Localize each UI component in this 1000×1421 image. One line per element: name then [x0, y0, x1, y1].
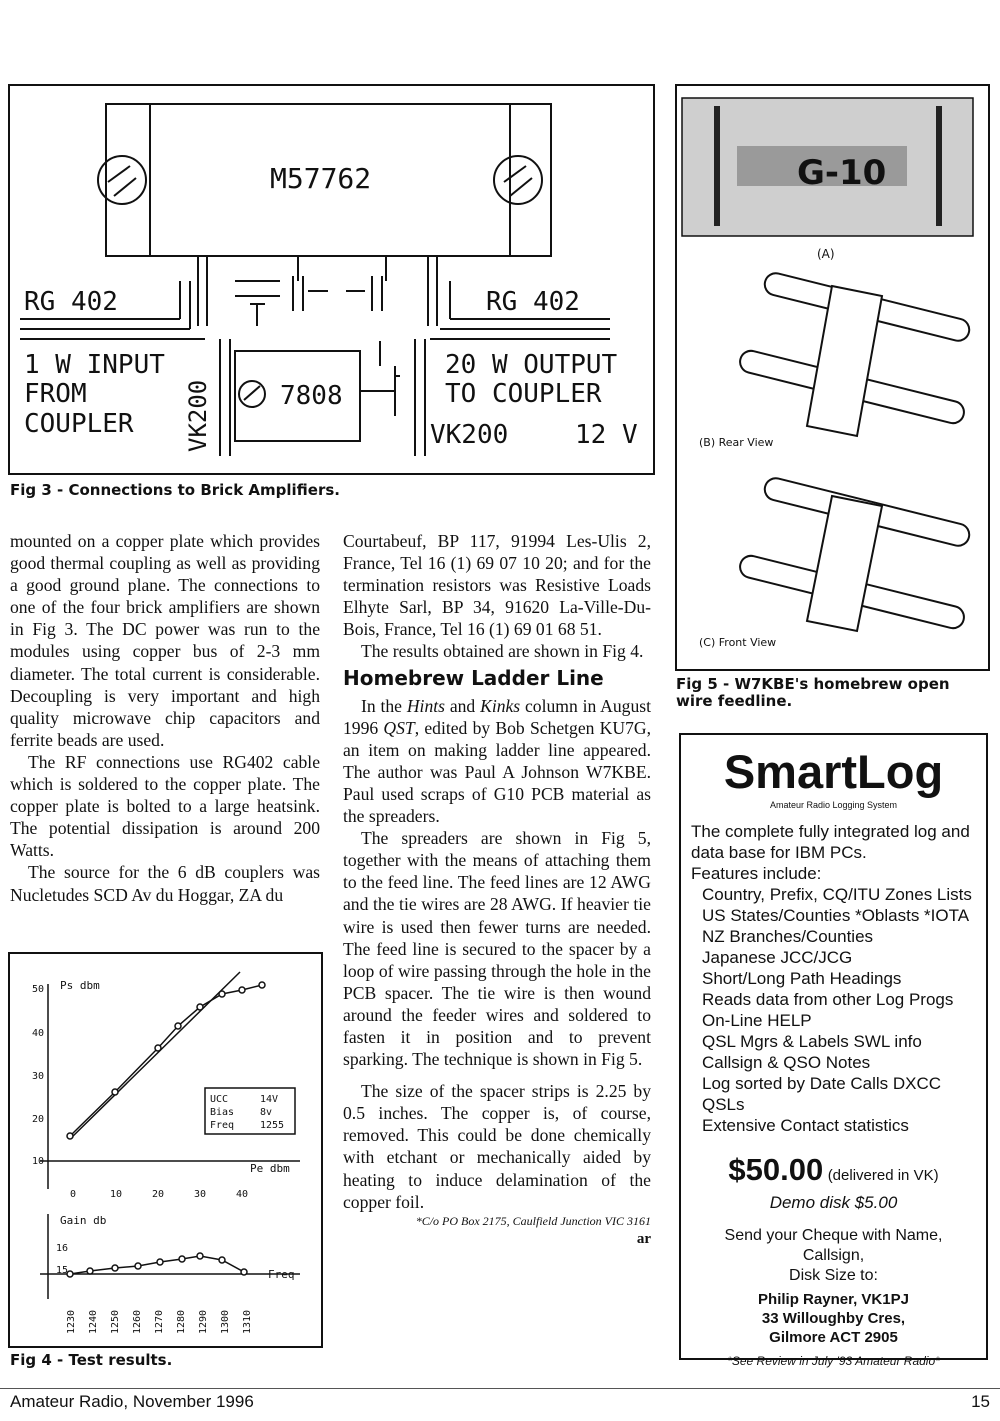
- fig3-voltage: 12 V: [575, 420, 638, 450]
- page-number: 15: [971, 1392, 990, 1411]
- ad-review-note: *See Review in July '93 Amateur Radio*: [727, 1354, 940, 1368]
- fig4-legend-freq: Freq: [210, 1120, 235, 1131]
- col2-paragraph-2: The results obtained are shown in Fig 4.: [361, 641, 644, 662]
- ad-title: SmartLog: [723, 745, 944, 798]
- fig4-gain-tick-16: 16: [56, 1243, 69, 1254]
- fig3-frame: [8, 84, 655, 475]
- fig4-freq-tick: 1250: [110, 1309, 121, 1334]
- fig5-frame: [675, 84, 990, 671]
- fig4-xtick-10: 10: [110, 1189, 123, 1200]
- fig3-input-2: FROM: [24, 379, 87, 409]
- fig5-label-c: (C) Front View: [699, 636, 777, 649]
- fig4-xtick-20: 20: [152, 1189, 165, 1200]
- ad-feature: Reads data from other Log Progs: [702, 990, 954, 1009]
- fig5-caption: Fig 5 - W7KBE's homebrew open wire feedline.: [676, 675, 950, 710]
- fig5-label-b: (B) Rear View: [699, 436, 774, 449]
- ad-feature: QSLs: [702, 1095, 745, 1114]
- fig4-caption: Fig 4 - Test results.: [10, 1351, 173, 1369]
- fig4-bottom-ylabel: Gain db: [60, 1214, 107, 1227]
- fig4-xtick-30: 30: [194, 1189, 207, 1200]
- fig4-legend-ucc: UCC: [210, 1094, 229, 1105]
- ad-send-2: Callsign,: [802, 1247, 865, 1264]
- fig4-xtick-40: 40: [236, 1189, 249, 1200]
- fig4-ytick-20: 20: [32, 1114, 45, 1125]
- ad-subtitle: Amateur Radio Logging System: [769, 800, 898, 810]
- col1-paragraph-2: The RF connections use RG402 cable which is soldered to the copper plate. The copper plate is bolted to a large heatsink. The potential dissipation is around 200 Watts.: [10, 751, 320, 861]
- ad-price-note: (delivered in VK): [827, 1167, 939, 1184]
- column-1: [10, 530, 320, 906]
- fig3-rg-right: RG 402: [486, 287, 580, 317]
- col2-paragraph-5: The size of the spacer strips is 2.25 by 0.5 inches. The copper is, of course, removed. This could be done chemically with etchant or mechanically aided by heating to induce delamination of the copper foil.: [343, 1081, 651, 1212]
- ad-send-1: Send your Cheque with Name,: [724, 1227, 943, 1244]
- ad-feature: QSL Mgrs & Labels SWL info: [702, 1032, 922, 1051]
- fig4-freq-tick: 1280: [176, 1309, 187, 1334]
- ad-feature: Log sorted by Date Calls DXCC: [702, 1074, 942, 1093]
- ad-features-label: Features include:: [691, 864, 822, 883]
- ad-feature: Callsign & QSO Notes: [702, 1053, 871, 1072]
- fig4-legend-freq-val: 1255: [260, 1120, 285, 1131]
- fig4-freq-tick: 1310: [242, 1309, 253, 1334]
- fig4-bottom-xlabel: Freq: [268, 1268, 295, 1281]
- fig4-freq-tick: 1270: [154, 1309, 165, 1334]
- fig4-freq-tick: 1240: [88, 1309, 99, 1334]
- author-address: *C/o PO Box 2175, Caulfield Junction VIC 3161: [415, 1213, 651, 1228]
- fig4-ytick-10: 10: [32, 1156, 45, 1167]
- col2-paragraph-4: The spreaders are shown in Fig 5, together with the means of attaching them to the feed line. The feed lines are 12 AWG and the tie wires are 28 AWG. If heavier tie wire is used then fewer turns are needed. The feed line is secured to the spacer by a loop of wire passing through the hole in the PCB spacer. The tie wire is then wound around the feeder wires and soldered to fasten it in position and to prevent sparking. The technique is shown in Fig 5.: [343, 828, 651, 1070]
- fig4-top-ylabel: Ps dbm: [60, 979, 100, 992]
- ad-demo: Demo disk $5.00: [769, 1193, 898, 1212]
- fig4-frame: [8, 952, 323, 1348]
- ad-intro: The complete fully integrated log and data base for IBM PCs.: [691, 822, 970, 862]
- ad-price: $50.00: [728, 1152, 824, 1187]
- ad-feature: Extensive Contact statistics: [702, 1116, 909, 1135]
- fig3-rg-left: RG 402: [24, 287, 118, 317]
- fig5-drawings: [677, 86, 988, 669]
- fig4-freq-tick: 1300: [220, 1309, 231, 1334]
- section-heading: Homebrew Ladder Line: [343, 665, 604, 690]
- fig3-output-2: TO COUPLER: [445, 379, 602, 409]
- fig3-regulator: 7808: [280, 381, 343, 411]
- ad-feature: Short/Long Path Headings: [702, 969, 902, 988]
- ad-feature: On-Line HELP: [702, 1011, 812, 1030]
- footer-rule: [0, 1388, 1000, 1389]
- fig4-gain-tick-15: 15: [56, 1265, 69, 1276]
- col1-paragraph-3: The source for the 6 dB couplers was Nucletudes SCD Av du Hoggar, ZA du: [10, 862, 320, 905]
- fig4-legend-bias-val: 8v: [260, 1107, 273, 1118]
- fig4-xtick-0: 0: [70, 1189, 77, 1200]
- fig4-legend-bias: Bias: [210, 1107, 235, 1118]
- fig4-freq-tick: 1230: [66, 1309, 77, 1334]
- fig4-freq-tick: 1290: [198, 1309, 209, 1334]
- fig4-ytick-30: 30: [32, 1071, 45, 1082]
- col2-paragraph-1: Courtabeuf, BP 117, 91994 Les-Ulis 2, France, Tel 16 (1) 69 07 10 20; and for the termination resistors was Resistive Loads Elhyte Sarl, BP 34, 91620 La-Ville-Du-Bois, France, Tel 16 (1) 69 01 68 51.: [343, 531, 651, 640]
- fig4-freq-tick: 1260: [132, 1309, 143, 1334]
- fig3-input-1: 1 W INPUT: [24, 350, 165, 380]
- ad-feature: Country, Prefix, CQ/ITU Zones Lists: [702, 885, 972, 904]
- fig3-vk-right: VK200: [430, 420, 509, 450]
- ad-address-1: Philip Rayner, VK1PJ: [758, 1291, 909, 1308]
- signoff: ar: [636, 1230, 651, 1247]
- fig5-label-a: (A): [817, 247, 835, 261]
- fig4-top-xlabel: Pe dbm: [250, 1162, 290, 1175]
- col1-paragraph-1: mounted on a copper plate which provides good thermal coupling as well as providing a good ground plane. The connections to one of the four brick amplifiers are shown in Fig 3. The DC power was run to the modules using copper bus of 2-3 mm diameter. The total current is considerable. Decoupling is very important and high quality microwave chip capacitors and ferrite beads are used.: [10, 531, 320, 750]
- fig4-chart: [10, 954, 321, 1346]
- column-2: [343, 530, 651, 1249]
- fig3-schematic: [10, 86, 653, 473]
- ad-feature-list: [681, 884, 986, 1136]
- fig3-chip-label: M57762: [270, 162, 372, 195]
- fig4-ytick-50: 50: [32, 984, 45, 995]
- ad-address-3: Gilmore ACT 2905: [769, 1329, 898, 1346]
- ad-feature: NZ Branches/Counties: [702, 927, 874, 946]
- ad-feature: Japanese JCC/JCG: [702, 948, 853, 967]
- footer-publication: Amateur Radio, November 1996: [10, 1392, 254, 1411]
- smartlog-ad: [679, 733, 988, 1368]
- fig4-ytick-40: 40: [32, 1028, 45, 1039]
- fig3-input-3: COUPLER: [24, 409, 134, 439]
- fig3-output-1: 20 W OUTPUT: [445, 350, 618, 380]
- ad-price-row: [681, 1154, 986, 1192]
- ad-address-2: 33 Willoughby Cres,: [761, 1310, 906, 1327]
- fig5-photo-text: G-10: [797, 153, 887, 193]
- fig3-vk-left: VK200: [184, 379, 212, 452]
- fig3-caption: Fig 3 - Connections to Brick Amplifiers.: [10, 481, 340, 499]
- col2-paragraph-3: In the Hints and Kinks column in August 1996 QST, edited by Bob Schetgen KU7G, an item on making ladder line appeared. The author was Paul A Johnson W7KBE. Paul used scraps of G10 PCB material as the spreaders.: [343, 695, 652, 827]
- ad-send-3: Disk Size to:: [789, 1267, 878, 1284]
- ad-feature: US States/Counties *Oblasts *IOTA: [702, 906, 970, 925]
- fig4-legend-ucc-val: 14V: [260, 1094, 279, 1105]
